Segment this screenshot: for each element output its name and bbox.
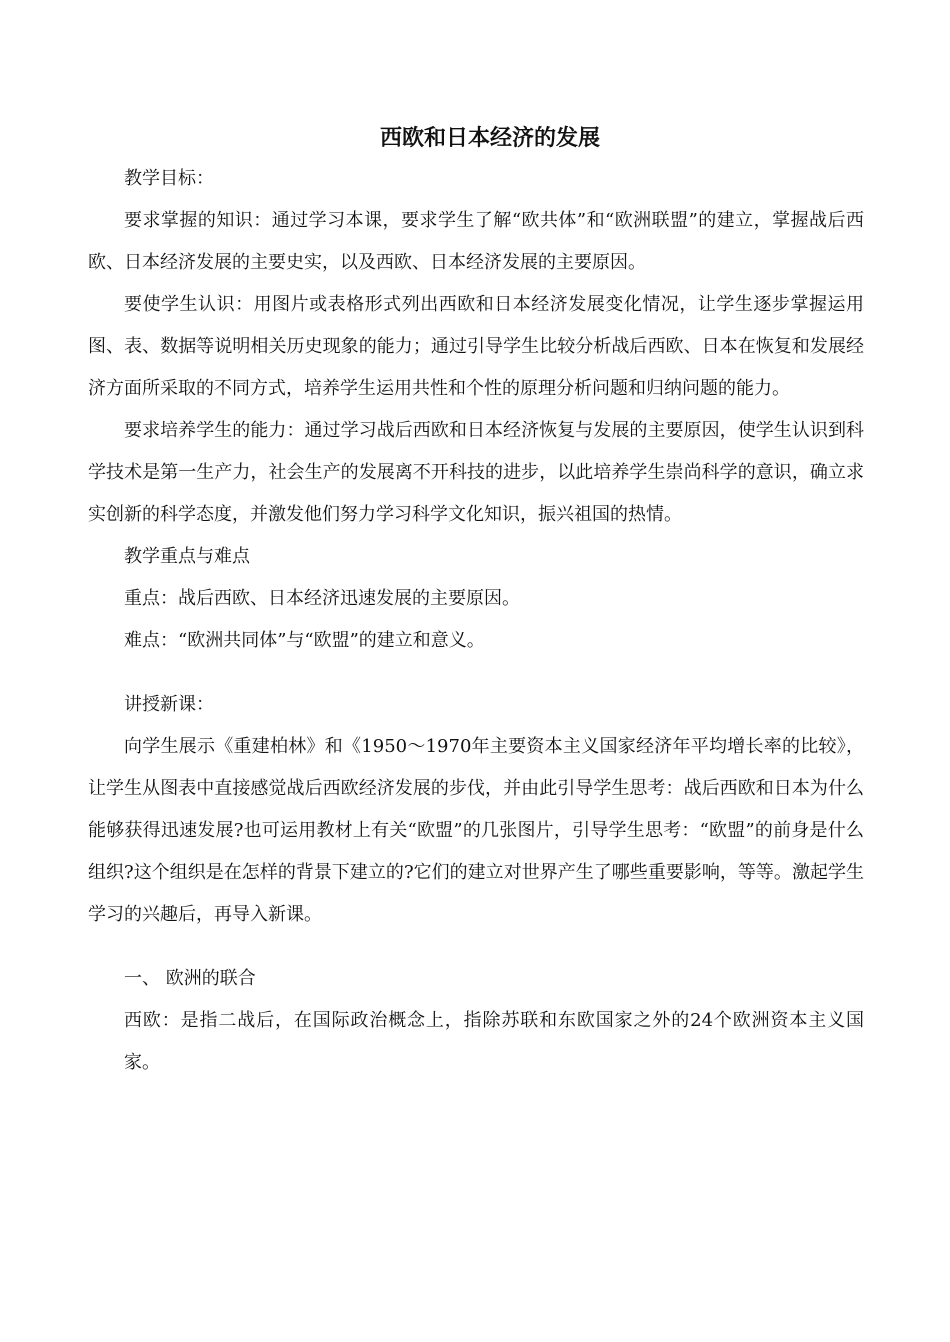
section-1-heading: 一、 欧洲的联合 — [124, 968, 256, 989]
lesson-heading: 讲授新课： — [124, 694, 214, 715]
spacer — [88, 662, 864, 684]
lesson-intro-paragraph: 向学生展示《重建柏林》和《1950～1970年主要资本主义国家经济年平均增长率的比较》，让学生从图表中直接感觉战后西欧经济发展的步伐，并由此引导学生思考：战后西欧和日本为什么能够获得迅速发展?也可运用教材上有关“欧盟”的几张图片，引导学生思考：“欧盟”的前身是什么组织?这个组织是在怎样的背景下建立的?它们的建立对世界产生了哪些重要影响，等等。激起学生学习的兴趣后，再导入新课。 — [88, 736, 864, 925]
focus-heading: 教学重点与难点 — [124, 546, 250, 567]
spacer — [88, 936, 864, 958]
goal-knowledge-paragraph: 要求掌握的知识：通过学习本课，要求学生了解“欧共体”和“欧洲联盟”的建立，掌握战后西欧、日本经济发展的主要史实，以及西欧、日本经济发展的主要原因。 — [88, 210, 864, 273]
focus-difficult-point: 难点：“欧洲共同体”与“欧盟”的建立和意义。 — [124, 630, 485, 651]
focus-key-point: 重点：战后西欧、日本经济迅速发展的主要原因。 — [124, 588, 520, 609]
goal-heading: 教学目标： — [124, 168, 214, 189]
goal-awareness-paragraph: 要使学生认识：用图片或表格形式列出西欧和日本经济发展变化情况，让学生逐步掌握运用图、表、数据等说明相关历史现象的能力；通过引导学生比较分析战后西欧、日本在恢复和发展经济方面所采取的不同方式，培养学生运用共性和个性的原理分析问题和归纳问题的能力。 — [88, 294, 864, 399]
goal-ability-paragraph: 要求培养学生的能力：通过学习战后西欧和日本经济恢复与发展的主要原因，使学生认识到科学技术是第一生产力，社会生产的发展离不开科技的进步，以此培养学生崇尚科学的意识，确立求实创新的科学态度，并激发他们努力学习科学文化知识，振兴祖国的热情。 — [88, 420, 864, 525]
section-1-definition-text: 西欧：是指二战后，在国际政治概念上，指除苏联和东欧国家之外的24个欧洲资本主义国家。 — [124, 1010, 864, 1073]
document-title: 西欧和日本经济的发展 — [379, 125, 600, 151]
section-1-definition — [88, 1000, 864, 1084]
